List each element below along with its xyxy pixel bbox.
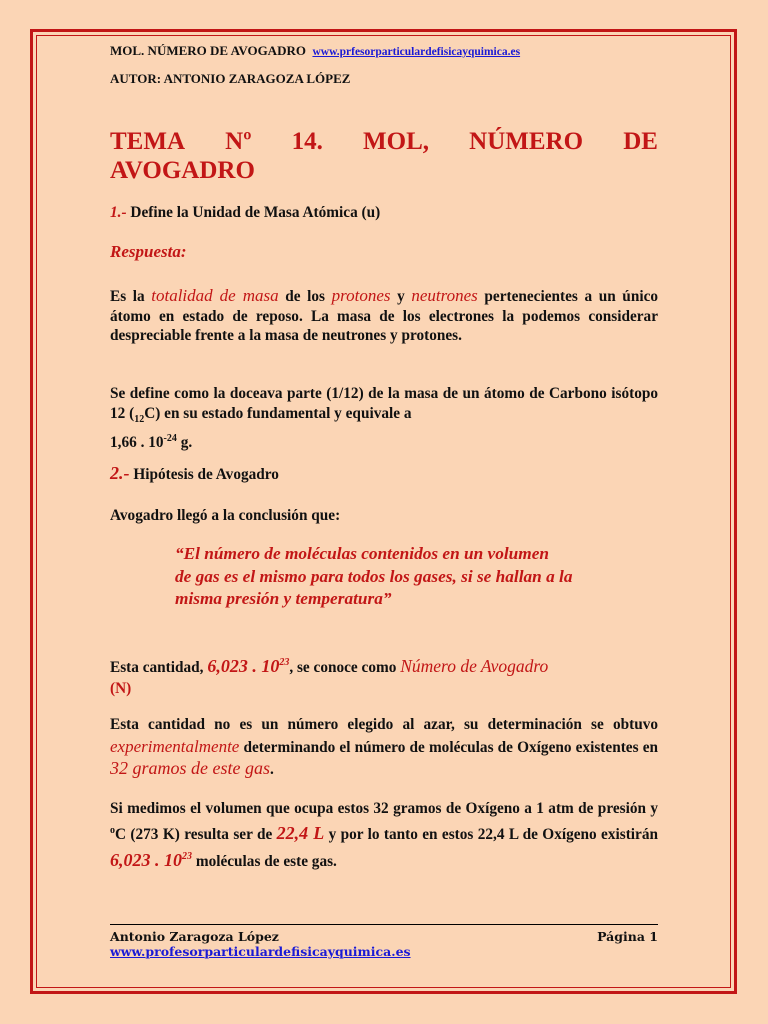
page-footer: [110, 929, 658, 959]
paragraph-3: Esta cantidad, 6,023 . $10^{23}$, se conoce como Número de Avogadro (N): [110, 656, 549, 697]
avogadro-intro: Avogadro llegó a la conclusión que:: [110, 507, 341, 524]
question-number: 2.-: [110, 463, 130, 483]
paragraph-4: Esta cantidad no es un número elegido al azar, su determinación se obtuvo experimentalmente determinando el número de moléculas de Oxígeno existentes en 32 gramos de este gas.: [110, 716, 658, 778]
running-header: [110, 43, 658, 59]
answer-label: Respuesta:: [110, 242, 187, 261]
paragraph-5: Si medimos el volumen que ocupa estos 32 gramos de Oxígeno a 1 atm de presión y $^o$C (273 K) resulta ser de 22,4 L y por lo tanto en estos 22,4 L de Oxígeno existirán 6,023 . $10^{23}$ moléculas de este gas.: [110, 800, 658, 871]
title-word: DE: [623, 128, 658, 155]
emphasis: Número de Avogadro: [400, 656, 549, 676]
header-doc-title: MOL. NÚMERO DE AVOGADRO: [110, 43, 306, 58]
emphasis: experimentalmente: [110, 736, 240, 756]
emphasis: totalidad de masa: [151, 286, 279, 305]
question-text: Define la Unidad de Masa Atómica (u): [130, 204, 381, 221]
page-number: Página 1: [597, 929, 658, 944]
title-word: TEMA: [110, 128, 185, 155]
question-1: [110, 203, 658, 223]
title-line-2: AVOGADRO: [110, 157, 255, 184]
title-word: NÚMERO: [469, 128, 584, 155]
title-word: MOL,: [363, 128, 429, 155]
avogadro-quote: “El número de moléculas contenidos en un volumen de gas es el mismo para todos los gases, si se hallan a la misma presión y temperatura”: [175, 544, 573, 608]
question-number: 1.-: [110, 204, 127, 221]
title-word: 14.: [291, 128, 323, 155]
paragraph-1: Es la totalidad de masa de los protones y neutrones pertenecientes a un único átomo en estado de reposo. La masa de los electrones la podemos considerar despreciable frente a la masa de neutrones y protones.: [110, 286, 659, 344]
page-title: [110, 127, 658, 185]
footer-divider: [110, 924, 658, 925]
paragraph-2: Se define como la doceava parte (1/12) de la masa de un átomo de Carbono isótopo 12 $(_{12}C)$ en su estado fundamental y equivale a 1,66 . $10^{-24}$ g.: [110, 385, 658, 452]
question-2: [110, 464, 658, 485]
header-author: AUTOR: ANTONIO ZARAGOZA LÓPEZ: [110, 71, 351, 86]
title-word: Nº: [225, 128, 252, 155]
question-text: Hipótesis de Avogadro: [133, 466, 279, 483]
emphasis: protones: [331, 286, 391, 305]
header-website-link[interactable]: www.prfesorparticulardefisicayquimica.es: [312, 46, 521, 58]
emphasis: 22,4 L: [276, 823, 325, 844]
emphasis: neutrones: [411, 286, 478, 305]
footer-author: Antonio Zaragoza López: [110, 929, 279, 944]
footer-website-link[interactable]: www.profesorparticulardefisicayquimica.es: [110, 944, 411, 959]
emphasis: 32 gramos de este gas: [110, 758, 270, 778]
